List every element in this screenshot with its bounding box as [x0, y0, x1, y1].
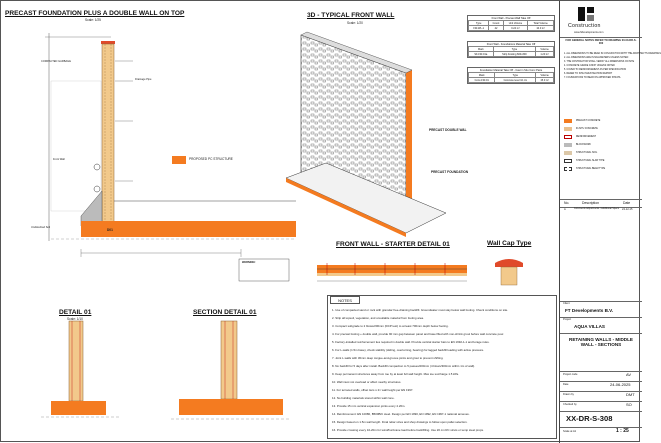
legend-item: BLOCKWORK	[576, 144, 591, 146]
date-label: Date	[563, 383, 569, 386]
company-website: www.ftdevelopments.com	[574, 31, 604, 34]
note-item: 11. For terraced walls, offset tiers ≥ 2× wall height per EN 1997.	[332, 388, 414, 392]
title-detail-01: DETAIL 01	[59, 309, 92, 316]
drawn-by-label: Drawn by	[563, 393, 574, 396]
client-label: Client	[563, 302, 570, 305]
notes-heading: NOTES	[330, 296, 360, 304]
label-undisturbed-soil: Undisturbed Soil	[31, 226, 51, 229]
project-name: AQUA VILLAS	[574, 324, 605, 329]
checked-by-label: Checked by	[563, 403, 577, 406]
schedule-foundations: Front Wall - Foundations Material Take Off Mark Type Volume SF-FW-01a Strip Footing 600x300 1.20 m³	[467, 41, 555, 58]
note-item: 14. Reinforcement: EN 10080, B500B/C steel. Design per EN 1990, EN 1992, EN 1997-1 national annexes.	[332, 412, 470, 416]
label-d01: D01	[107, 228, 113, 232]
title-wall-cap-type: Wall Cap Type	[487, 240, 532, 247]
project-code-label: Project code	[563, 373, 578, 376]
legend-item: STRUCTURAL SOIL	[576, 152, 598, 154]
note-item: 12. No building materials stored within wall zone.	[332, 396, 395, 400]
legend-item: IN-SITU CONCRETE	[576, 128, 598, 130]
general-note: 4. CONCRETE GRADE C30/37 UNLESS NOTED	[564, 65, 615, 67]
label-compacted: COMPACTED GARBAGE	[41, 60, 71, 63]
note-item: 10. Wall must not overload or affect nearby structures.	[332, 380, 402, 384]
rev-header-date: Date	[623, 201, 631, 205]
note-item: 8. No backfill for 5 days after install. Backfill compaction to 5 passes/200mm (4 blows/300mm within 1m of wall).	[332, 364, 475, 368]
title-typical-front-wall: 3D - TYPICAL FRONT WALL	[307, 12, 395, 19]
note-item: 3. Compact subgrade to 2 blows/200mm (DCP test) to at least 700mm depth below footing.	[332, 324, 449, 328]
rev-description: Comments Adjustments / Additional Specs	[574, 207, 619, 210]
title-starter-detail: FRONT WALL - STARTER DETAIL 01	[336, 241, 450, 248]
schedule-cast-in-situ: Foundation Material Take Off - Cast in Situ Conc Parts Mark Type Volume Conc-FW-01 Concrete level 10 cm 15.0 m³	[467, 67, 555, 84]
checked-by: SO	[626, 402, 632, 407]
rev-no: A	[564, 208, 566, 211]
project-label: Project	[563, 318, 572, 321]
general-note: 6. REFER TO SITE INVESTIGATION REPORT	[564, 73, 613, 75]
client-name: FT Developments B.V.	[565, 308, 614, 313]
legend-item: STRUCTURAL BEAM TYPE	[576, 168, 606, 170]
section-detail-drawing	[171, 321, 291, 431]
drawn-by: DMT	[626, 392, 635, 397]
notes-panel	[327, 295, 557, 439]
note-item: 5. Factory-installed reinforcement ties required in double wall. Provide vertical starter bars to EN 1992-1-1 anchorage rules.	[332, 340, 490, 344]
note-item: 2. Strip all topsoil, vegetation, and unsuitable material from footing area.	[332, 316, 424, 320]
note-item: 9. Keep permanent structures away from toe by at least full wall height. Max toe surcharge 1.5 kPa.	[332, 372, 459, 376]
wall-cap-drawing	[489, 253, 529, 287]
note-item: 16. Provide crossing every 10-20m for wind/hurricane load before backfilling. Use 20 cm RC struts or temp steel props.	[332, 428, 484, 432]
note-item: 4. For precast footing + double wall, provide 90 mm gap between panel and base filled with non-shrink grout before wall concrete pour.	[332, 332, 505, 336]
label-front-wall: Front Wall	[53, 158, 65, 161]
company-name: Construction	[568, 23, 601, 29]
legend-item: REINFORCEMENT	[576, 136, 597, 138]
drawing-number: XX-DR-S-308	[566, 414, 613, 423]
legend-item: PRECAST CONCRETE	[576, 120, 601, 122]
legend-proposed-pc: PROPOSED PC STRUCTURE	[189, 157, 233, 161]
note-item: 13. Provide 15 mm vertical expansion joints every 4.20m.	[332, 404, 406, 408]
note-item: 6. For L-walls (1.5m base), check stability (sliding, overturning, bearing) for lagged backfill loading with active pressure.	[332, 348, 484, 352]
general-note: 7. FOUNDATIONS TO BEAR ON APPROVED STRATA	[564, 77, 621, 79]
label-precast-foundation: PRECAST FOUNDATION	[431, 170, 469, 174]
scale-label: Scale: 1/25	[85, 18, 101, 22]
detail-01-drawing	[41, 321, 121, 431]
rev-header-no: No.	[564, 201, 570, 205]
legend-swatch-pc	[172, 156, 186, 164]
wall-3d-drawing	[286, 23, 469, 243]
note-item: 1. Use of compacted sand or rock with granular free-draining backfill. Groundwater must stay below wall footing. Check conditions on site.	[332, 308, 509, 312]
project-code: AV	[626, 372, 632, 377]
title-precast-foundation: PRECAST FOUNDATION PLUS A DOUBLE WALL ON TOP	[5, 10, 185, 17]
scale-label-3d: Scale: 1/20	[347, 21, 363, 25]
title-block	[559, 1, 661, 443]
general-note: 2. ALL DIMENSIONS ARE IN MILLIMETERS UNLESS NOTED	[564, 57, 629, 59]
rev-header-desc: Description	[582, 201, 599, 205]
general-note: 3. THE CONTRACTOR SHALL VERIFY ALL DIMENSIONS ON SITE	[564, 61, 635, 63]
title-section-detail-01: SECTION DETAIL 01	[193, 309, 257, 316]
scale-label-detail: Scale: 1/10	[67, 317, 83, 321]
note-item: 7. Joint L-walls with 30mm deep tongue-and-groove joints and grout to prevent shifting.	[332, 356, 444, 360]
legend-item: STRUCTURAL SLAB TYPE	[576, 160, 605, 162]
scale-a1-label: Scale at A1	[563, 430, 577, 433]
warning-heading: WARNING!	[242, 261, 256, 264]
general-note: 1. ALL DIMENSIONS TO BE READ IN CONJUNCTION WITH THE ARCHITECT'S DRAWINGS	[564, 53, 661, 55]
scale-value: 1 : 25	[616, 428, 629, 434]
general-note: 5. COVER TO REINFORCEMENT AS PER SPECIFICATION	[564, 69, 627, 71]
rev-date: 24-12-15	[622, 208, 633, 211]
label-precast-double-wall: PRECAST DOUBLE WAL	[429, 128, 467, 132]
note-item: 15. Design based on 1.5m wall length. Final rebar sizes and shop drawings to follow upon pallet selection.	[332, 420, 468, 424]
starter-detail-drawing	[315, 253, 475, 287]
drawing-title: RETAINING WALLS - MIDDLE WALL - SECTIONS	[569, 337, 633, 348]
company-logo-icon	[576, 5, 596, 23]
general-notes-heading: FOR GENERAL NOTES REFER TO DRAWING 00-00-DR-S-000	[565, 39, 637, 45]
schedule-precast-wall: Front Wall - Precast Wall Take Off Type Count Unit Volume Total Volume FW-WL-1 42 0.24 m³ 10.0 m³	[467, 15, 555, 32]
label-drainage-pipe: Drainage Pipe	[135, 78, 152, 81]
drawing-date: 24-06-2025	[610, 382, 631, 387]
